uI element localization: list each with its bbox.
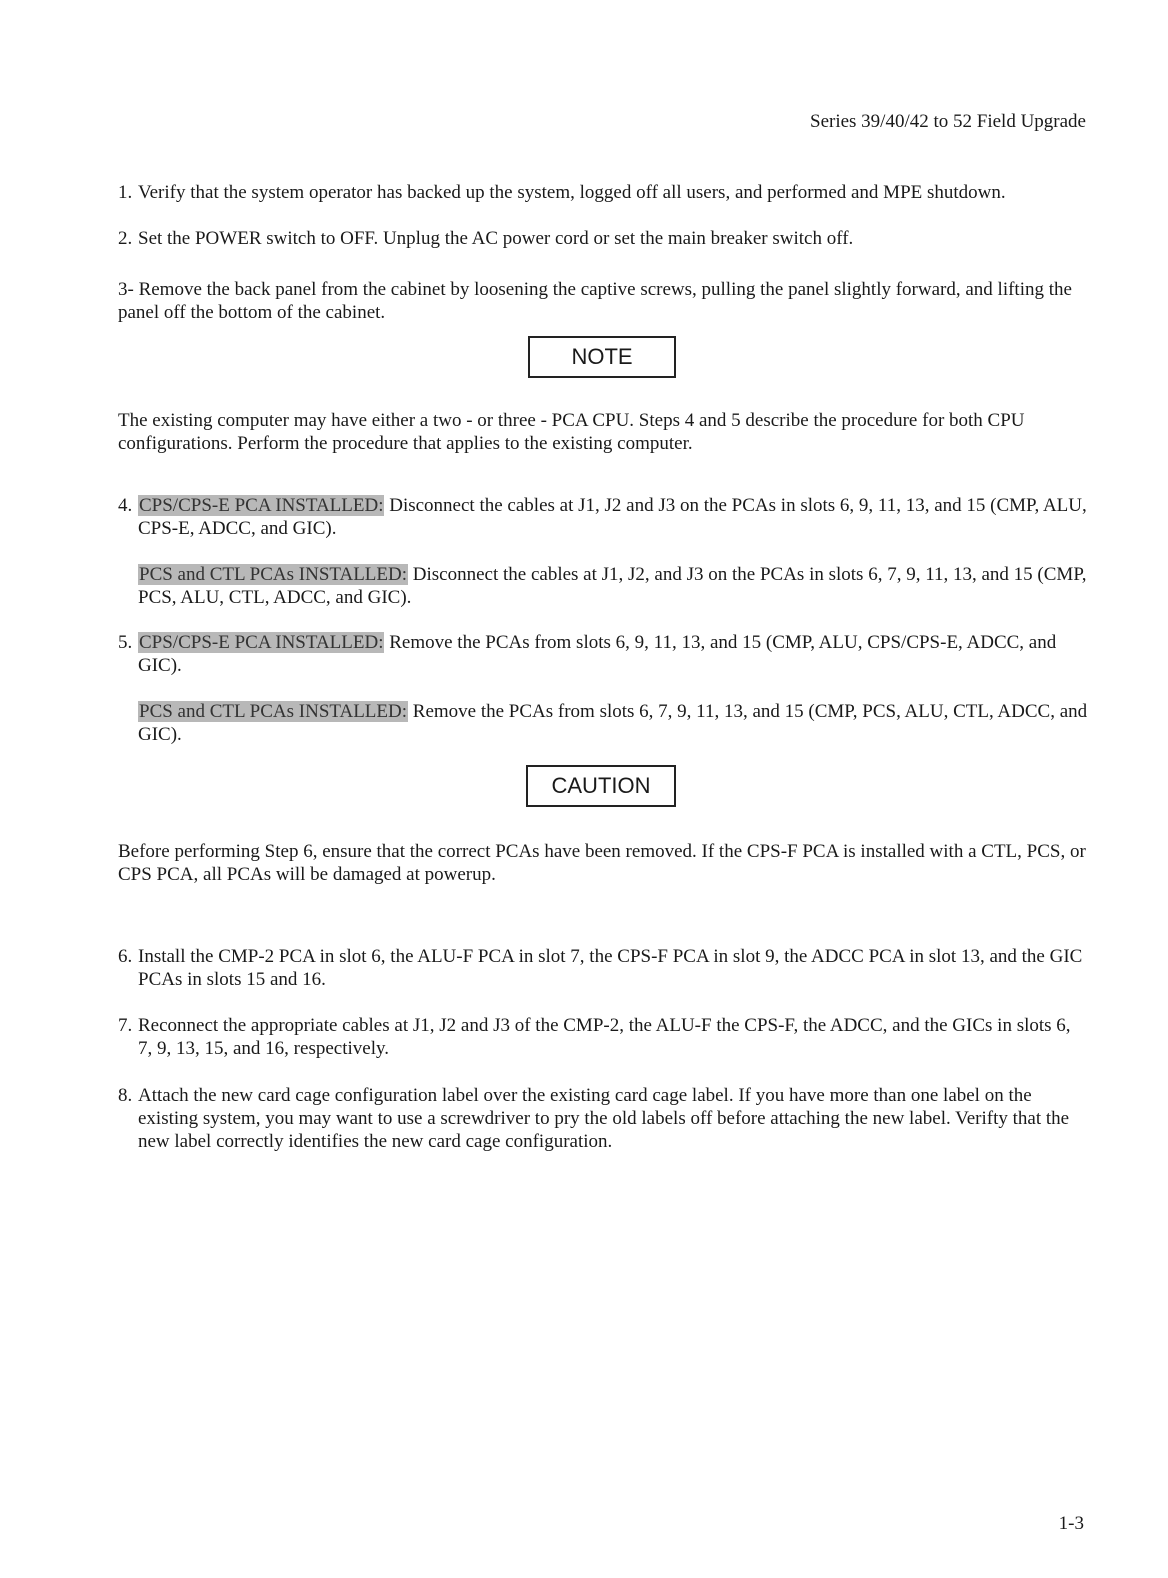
step-text: Reconnect the appropriate cables at J1, J2 and J3 of the CMP-2, the ALU-F the CPS-F, the ADCC, and the GICs in slots 6, 7, 9, 13, 15, and 16, respectively. bbox=[138, 1015, 1071, 1059]
step-1 bbox=[118, 181, 1088, 204]
step-5b bbox=[138, 700, 1088, 746]
step-8 bbox=[118, 1084, 1088, 1153]
step-3: 3- Remove the back panel from the cabinet by loosening the captive screws, pulling the panel slightly forward, and lifting the panel off the bottom of the cabinet. bbox=[118, 279, 1072, 323]
step-number: 4. bbox=[118, 495, 133, 516]
highlight-cps-installed: CPS/CPS-E PCA INSTALLED: bbox=[139, 495, 384, 516]
step-5 bbox=[118, 631, 1088, 677]
step-5b-text: Remove the PCAs from slots 6, 7, 9, 11, 13, and 15 (CMP, PCS, ALU, CTL, ADCC, and GIC). bbox=[138, 701, 1088, 745]
caution-text: Before performing Step 6, ensure that the correct PCAs have been removed. If the CPS-F PCA is installed with a CTL, PCS, or CPS PCA, all PCAs will be damaged at powerup. bbox=[118, 841, 1086, 885]
page-number: 1-3 bbox=[1058, 1513, 1084, 1534]
step-7 bbox=[118, 1014, 1088, 1060]
step-number: 2. bbox=[118, 228, 133, 249]
note-label: NOTE bbox=[528, 336, 676, 378]
step-text bbox=[138, 494, 1088, 540]
step-number: 5. bbox=[118, 632, 133, 653]
caution-label: CAUTION bbox=[526, 765, 676, 807]
step-4b-text: Disconnect the cables at J1, J2, and J3 on the PCAs in slots 6, 7, 9, 11, 13, and 15 (CMP, PCS, ALU, CTL, ADCC, and GIC). bbox=[138, 564, 1087, 608]
step-text: Verify that the system operator has backed up the system, logged off all users, and performed and MPE shutdown. bbox=[138, 182, 1006, 203]
step-5a-text: Remove the PCAs from slots 6, 9, 11, 13, and 15 (CMP, ALU, CPS/CPS-E, ADCC, and GIC). bbox=[138, 632, 1057, 676]
step-4b bbox=[138, 563, 1088, 609]
page-header-title: Series 39/40/42 to 52 Field Upgrade bbox=[810, 111, 1086, 132]
step-4 bbox=[118, 494, 1088, 540]
step-text: Attach the new card cage configuration label over the existing card cage label. If you have more than one label on the existing system, you may want to use a screwdriver to pry the old labels off before attaching the new label. Verifty that the new label correctly identifies the new card cage configuration. bbox=[138, 1085, 1070, 1152]
step-number: 7. bbox=[118, 1015, 133, 1036]
step-number: 8. bbox=[118, 1085, 133, 1106]
step-text: Set the POWER switch to OFF. Unplug the AC power cord or set the main breaker switch off. bbox=[138, 228, 854, 249]
highlight-pcs-ctl-installed: PCS and CTL PCAs INSTALLED: bbox=[139, 701, 408, 722]
step-4a-text: Disconnect the cables at J1, J2 and J3 on the PCAs in slots 6, 9, 11, 13, and 15 (CMP, ALU, CPS-E, ADCC, and GIC). bbox=[138, 495, 1087, 539]
step-6 bbox=[118, 945, 1088, 991]
step-number: 1. bbox=[118, 182, 133, 203]
step-text: Install the CMP-2 PCA in slot 6, the ALU-F PCA in slot 7, the CPS-F PCA in slot 9, the ADCC PCA in slot 13, and the GIC PCAs in slots 15 and 16. bbox=[138, 946, 1083, 990]
step-2 bbox=[118, 227, 1088, 250]
step-number: 6. bbox=[118, 946, 133, 967]
step-text bbox=[138, 631, 1088, 677]
highlight-pcs-ctl-installed: PCS and CTL PCAs INSTALLED: bbox=[139, 564, 408, 585]
note-text: The existing computer may have either a two - or three - PCA CPU. Steps 4 and 5 describe the procedure for both CPU configurations. Perform the procedure that applies to the existing computer. bbox=[118, 410, 1025, 454]
highlight-cps-installed: CPS/CPS-E PCA INSTALLED: bbox=[139, 632, 384, 653]
